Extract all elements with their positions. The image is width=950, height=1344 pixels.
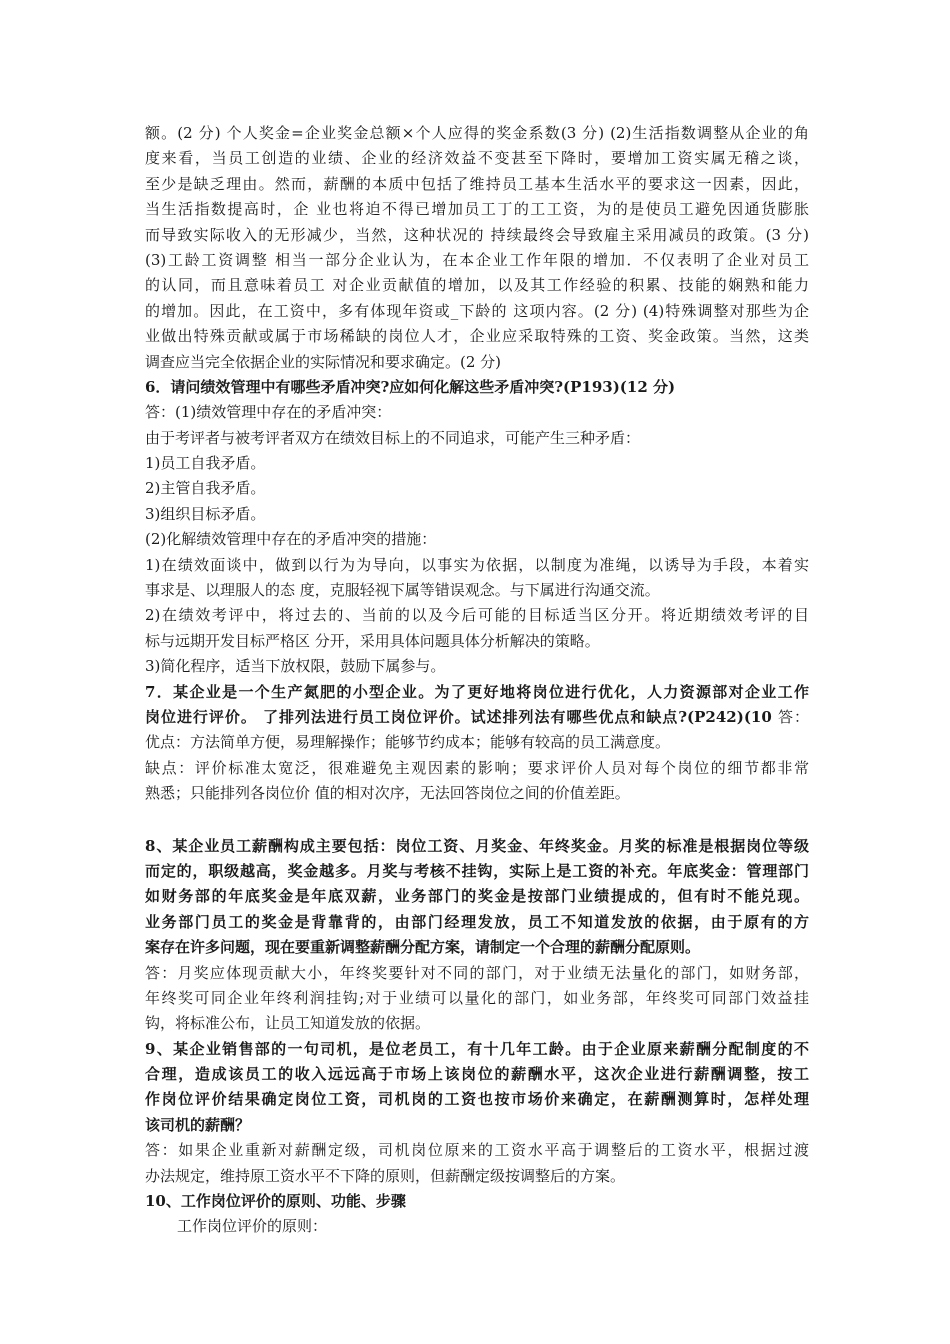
list-item: 3)组织目标矛盾。 <box>145 504 266 523</box>
answer-line: 答：(1)绩效管理中存在的矛盾冲突： <box>145 403 392 422</box>
paragraph-line: 额。(2 分) 个人奖金=企业奖金总额×个人应得的奖金系数(3 分) (2)生活指数调整从企业的角 <box>145 124 809 142</box>
answer-line: 由于考评者与被考评者双方在绩效目标上的不同追求，可能产生三种矛盾： <box>145 428 641 447</box>
paragraph-line: 的认同，而且意味着员工 对企业贡献值的增加，以及其工作经验的积累、技能的娴熟和能力 <box>145 276 809 295</box>
answer-line: 答：月奖应体现贡献大小，年终奖要针对不同的部门，对于业绩无法量化的部门，如财务部， <box>145 963 809 982</box>
section-subheading: 工作岗位评价的原则： <box>177 1217 328 1236</box>
paragraph-line: 而导致实际收入的无形减少，当然，这种状况的 持续最终会导致雇主采用减员的政策。(3 分) <box>145 225 809 244</box>
question-9-heading: 9、某企业销售部的一句司机，是位老员工，有十几年工龄。由于企业原来薪酬分配制度的不 <box>145 1039 809 1058</box>
question-8-heading: 业务部门员工的奖金是背靠背的，由部门经理发放，员工不知道发放的依据，由于原有的方 <box>145 912 809 931</box>
question-7-heading-tail: 岗位进行评价。 了排列法进行员工岗位评价。试述排列法有哪些优点和缺点?(P242)(10 <box>145 707 779 726</box>
question-8-heading: 如财务部的年底奖金是年底双薪，业务部门的奖金是按部门业绩提成的，但有时不能兑现。 <box>145 887 809 906</box>
list-item: 3)简化程序，适当下放权限，鼓励下属参与。 <box>145 657 446 676</box>
paragraph-line: 至少是缺乏理由。然而，薪酬的本质中包括了维持员工基本生活水平的要求这一因素，因此， <box>145 174 809 193</box>
answer-label: 答： <box>778 707 809 726</box>
blank-line <box>145 807 809 834</box>
list-item: 1)在绩效面谈中，做到以行为为导向，以事实为依据，以制度为准绳，以诱导为手段，本着实 <box>145 555 809 574</box>
answer-line: 答：如果企业重新对薪酬定级，司机岗位原来的工资水平高于调整后的工资水平，根据过渡 <box>145 1141 809 1160</box>
question-8-heading: 8、某企业员工薪酬构成主要包括：岗位工资、月奖金、年终奖金。月奖的标准是根据岗位等级 <box>145 836 809 855</box>
answer-line: (2)化解绩效管理中存在的矛盾冲突的措施： <box>145 530 437 549</box>
list-item-continued: 事求是、以理服人的态 度，克服轻视下属等错误观念。与下属进行沟通交流。 <box>145 581 660 600</box>
question-8-heading: 而定的，职级越高，奖金越多。月奖与考核不挂钩，实际上是工资的补充。年底奖金：管理部门 <box>145 861 809 880</box>
document-page <box>145 121 809 1240</box>
paragraph-line: 业做出特殊贡献或属于市场稀缺的岗位人才，企业应采取特殊的工资、奖金政策。当然，这类 <box>145 327 809 346</box>
question-9-heading: 作岗位评价结果确定岗位工资，司机岗的工资也按市场价来确定，在薪酬测算时，怎样处理 <box>145 1090 809 1109</box>
question-7-heading: 7．某企业是一个生产氮肥的小型企业。为了更好地将岗位进行优化，人力资源部对企业工作 <box>145 682 809 701</box>
question-6-heading: 6．请问绩效管理中有哪些矛盾冲突?应如何化解这些矛盾冲突?(P193)(12 分) <box>145 377 676 396</box>
list-item: 2)在绩效考评中，将过去的、当前的以及今后可能的目标适当区分开。将近期绩效考评的目 <box>145 606 809 625</box>
question-8-heading: 案存在许多问题，现在要重新调整薪酬分配方案，请制定一个合理的薪酬分配原则。 <box>145 938 701 957</box>
list-item: 2)主管自我矛盾。 <box>145 479 266 498</box>
paragraph-line: (3)工龄工资调整 相当一部分企业认为，在本企业工作年限的增加．不仅表明了企业对员工 <box>145 250 809 269</box>
answer-line: 年终奖可同企业年终利润挂钩;对于业绩可以量化的部门，如业务部，年终奖可同部门效益挂 <box>145 988 809 1007</box>
question-7-heading-continued <box>145 705 809 730</box>
answer-line: 熟悉；只能排列各岗位价 值的相对次序，无法回答岗位之间的价值差距。 <box>145 784 630 803</box>
answer-line: 优点：方法简单方便，易理解操作；能够节约成本；能够有较高的员工满意度。 <box>145 733 671 752</box>
answer-line: 缺点：评价标准太宽泛，很难避免主观因素的影响；要求评价人员对每个岗位的细节都非常 <box>145 758 809 777</box>
answer-line: 钩，将标准公布，让员工知道发放的依据。 <box>145 1014 431 1033</box>
question-9-heading: 该司机的薪酬？ <box>145 1115 251 1134</box>
list-item: 1)员工自我矛盾。 <box>145 454 266 473</box>
paragraph-line: 调查应当完全依据企业的实际情况和要求确定。(2 分) <box>145 352 502 371</box>
question-9-heading: 合理，造成该员工的收入远远高于市场上该岗位的薪酬水平，这次企业进行薪酬调整，按工 <box>145 1065 809 1084</box>
answer-line: 办法规定，维持原工资水平不下降的原则，但薪酬定级按调整后的方案。 <box>145 1166 626 1185</box>
paragraph-line: 度来看，当员工创造的业绩、企业的经济效益不变甚至下降时，要增加工资实属无稽之谈， <box>145 149 809 168</box>
question-10-heading: 10、工作岗位评价的原则、功能、步骤 <box>145 1192 406 1211</box>
paragraph-line: 当生活指数提高时，企 业也将迫不得已增加员工丁的工工资，为的是使员工避免因通货膨胀 <box>145 200 809 219</box>
list-item-continued: 标与远期开发目标严格区 分开，采用具体问题具体分析解决的策略。 <box>145 631 600 650</box>
paragraph-line: 的增加。因此，在工资中，多有体现年资或_下龄的 这项内容。(2 分) (4)特殊调整对那些为企 <box>145 301 809 320</box>
